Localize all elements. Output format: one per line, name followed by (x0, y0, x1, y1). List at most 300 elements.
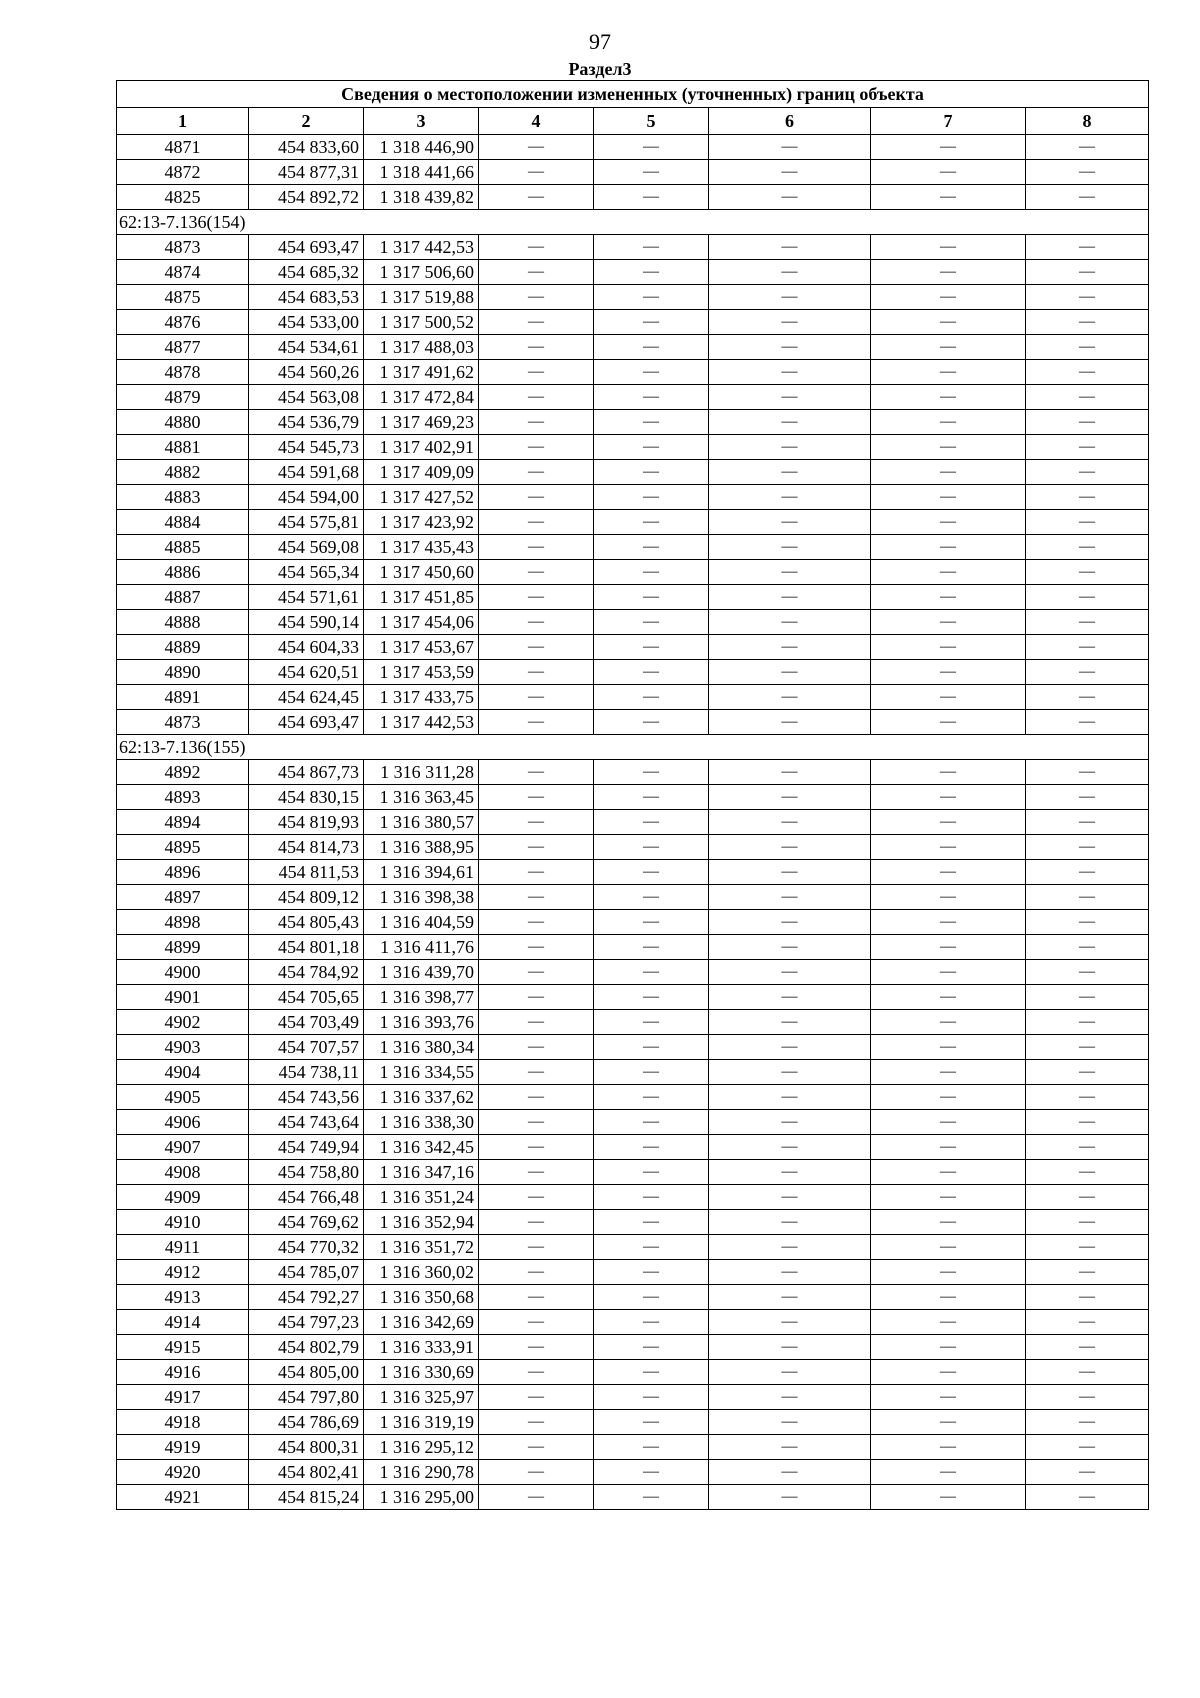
empty-value-cell: — (594, 535, 709, 560)
x-coordinate-cell: 454 758,80 (249, 1160, 364, 1185)
empty-value-cell: — (479, 1035, 594, 1060)
empty-value-cell: — (1026, 1285, 1149, 1310)
empty-value-cell: — (479, 1485, 594, 1510)
x-coordinate-cell: 454 705,65 (249, 985, 364, 1010)
empty-value-cell: — (594, 1185, 709, 1210)
x-coordinate-cell: 454 830,15 (249, 785, 364, 810)
x-coordinate-cell: 454 769,62 (249, 1210, 364, 1235)
x-coordinate-cell: 454 604,33 (249, 635, 364, 660)
empty-value-cell: — (594, 335, 709, 360)
x-coordinate-cell: 454 867,73 (249, 760, 364, 785)
empty-value-cell: — (709, 485, 871, 510)
point-number-cell: 4900 (117, 960, 249, 985)
x-coordinate-cell: 454 590,14 (249, 610, 364, 635)
empty-value-cell: — (1026, 335, 1149, 360)
column-header: 4 (479, 108, 594, 135)
table-row (117, 635, 1149, 660)
empty-value-cell: — (709, 560, 871, 585)
empty-value-cell: — (871, 910, 1026, 935)
empty-value-cell: — (871, 1285, 1026, 1310)
empty-value-cell: — (479, 860, 594, 885)
point-number-cell: 4905 (117, 1085, 249, 1110)
table-row (117, 1085, 1149, 1110)
point-number-cell: 4884 (117, 510, 249, 535)
table-body (117, 81, 1149, 1510)
empty-value-cell: — (1026, 860, 1149, 885)
table-row (117, 535, 1149, 560)
empty-value-cell: — (709, 710, 871, 735)
empty-value-cell: — (1026, 885, 1149, 910)
empty-value-cell: — (1026, 185, 1149, 210)
empty-value-cell: — (709, 135, 871, 160)
empty-value-cell: — (594, 560, 709, 585)
point-number-cell: 4894 (117, 810, 249, 835)
empty-value-cell: — (709, 410, 871, 435)
table-row (117, 860, 1149, 885)
empty-value-cell: — (594, 385, 709, 410)
x-coordinate-cell: 454 833,60 (249, 135, 364, 160)
y-coordinate-cell: 1 317 506,60 (364, 260, 479, 285)
point-number-cell: 4889 (117, 635, 249, 660)
empty-value-cell: — (479, 1010, 594, 1035)
empty-value-cell: — (871, 810, 1026, 835)
table-row (117, 1235, 1149, 1260)
point-number-cell: 4914 (117, 1310, 249, 1335)
empty-value-cell: — (1026, 235, 1149, 260)
empty-value-cell: — (871, 385, 1026, 410)
table-row (117, 410, 1149, 435)
empty-value-cell: — (479, 1285, 594, 1310)
empty-value-cell: — (871, 985, 1026, 1010)
empty-value-cell: — (1026, 385, 1149, 410)
empty-value-cell: — (1026, 560, 1149, 585)
empty-value-cell: — (479, 135, 594, 160)
empty-value-cell: — (871, 1360, 1026, 1385)
point-number-cell: 4882 (117, 460, 249, 485)
empty-value-cell: — (594, 1260, 709, 1285)
empty-value-cell: — (709, 260, 871, 285)
empty-value-cell: — (594, 810, 709, 835)
empty-value-cell: — (594, 885, 709, 910)
empty-value-cell: — (594, 685, 709, 710)
empty-value-cell: — (594, 285, 709, 310)
column-header: 2 (249, 108, 364, 135)
empty-value-cell: — (871, 1235, 1026, 1260)
empty-value-cell: — (709, 1210, 871, 1235)
table-row (117, 910, 1149, 935)
empty-value-cell: — (1026, 1110, 1149, 1135)
empty-value-cell: — (709, 1185, 871, 1210)
x-coordinate-cell: 454 569,08 (249, 535, 364, 560)
y-coordinate-cell: 1 316 380,57 (364, 810, 479, 835)
cadastral-number: 62:13-7.136(155) (117, 735, 1149, 760)
empty-value-cell: — (1026, 1360, 1149, 1385)
x-coordinate-cell: 454 591,68 (249, 460, 364, 485)
empty-value-cell: — (594, 1235, 709, 1260)
table-row (117, 1285, 1149, 1310)
empty-value-cell: — (1026, 985, 1149, 1010)
empty-value-cell: — (709, 1260, 871, 1285)
column-header: 6 (709, 108, 871, 135)
point-number-cell: 4888 (117, 610, 249, 635)
x-coordinate-cell: 454 693,47 (249, 710, 364, 735)
empty-value-cell: — (871, 435, 1026, 460)
table-row (117, 610, 1149, 635)
x-coordinate-cell: 454 545,73 (249, 435, 364, 460)
empty-value-cell: — (871, 1060, 1026, 1085)
empty-value-cell: — (709, 810, 871, 835)
y-coordinate-cell: 1 318 439,82 (364, 185, 479, 210)
empty-value-cell: — (709, 1135, 871, 1160)
point-number-cell: 4908 (117, 1160, 249, 1185)
y-coordinate-cell: 1 316 404,59 (364, 910, 479, 935)
empty-value-cell: — (479, 335, 594, 360)
table-row (117, 685, 1149, 710)
empty-value-cell: — (709, 960, 871, 985)
y-coordinate-cell: 1 317 409,09 (364, 460, 479, 485)
x-coordinate-cell: 454 770,32 (249, 1235, 364, 1260)
table-row (117, 435, 1149, 460)
empty-value-cell: — (709, 1060, 871, 1085)
y-coordinate-cell: 1 316 337,62 (364, 1085, 479, 1110)
y-coordinate-cell: 1 316 338,30 (364, 1110, 479, 1135)
y-coordinate-cell: 1 317 442,53 (364, 710, 479, 735)
empty-value-cell: — (479, 660, 594, 685)
empty-value-cell: — (479, 260, 594, 285)
empty-value-cell: — (871, 635, 1026, 660)
y-coordinate-cell: 1 317 491,62 (364, 360, 479, 385)
point-number-cell: 4878 (117, 360, 249, 385)
empty-value-cell: — (479, 885, 594, 910)
x-coordinate-cell: 454 805,00 (249, 1360, 364, 1385)
empty-value-cell: — (479, 1060, 594, 1085)
empty-value-cell: — (709, 985, 871, 1010)
column-header: 1 (117, 108, 249, 135)
empty-value-cell: — (594, 760, 709, 785)
x-coordinate-cell: 454 805,43 (249, 910, 364, 935)
empty-value-cell: — (479, 1235, 594, 1260)
table-row (117, 710, 1149, 735)
table-row (117, 835, 1149, 860)
empty-value-cell: — (594, 460, 709, 485)
point-number-cell: 4879 (117, 385, 249, 410)
empty-value-cell: — (479, 785, 594, 810)
empty-value-cell: — (479, 635, 594, 660)
y-coordinate-cell: 1 316 325,97 (364, 1385, 479, 1410)
table-group-row (117, 735, 1149, 760)
table-row (117, 1110, 1149, 1135)
empty-value-cell: — (479, 385, 594, 410)
empty-value-cell: — (594, 1110, 709, 1135)
empty-value-cell: — (709, 510, 871, 535)
empty-value-cell: — (709, 760, 871, 785)
empty-value-cell: — (594, 1135, 709, 1160)
empty-value-cell: — (594, 1435, 709, 1460)
empty-value-cell: — (1026, 1460, 1149, 1485)
y-coordinate-cell: 1 318 446,90 (364, 135, 479, 160)
empty-value-cell: — (594, 1160, 709, 1185)
column-header: 5 (594, 108, 709, 135)
empty-value-cell: — (594, 185, 709, 210)
point-number-cell: 4917 (117, 1385, 249, 1410)
empty-value-cell: — (709, 910, 871, 935)
x-coordinate-cell: 454 797,80 (249, 1385, 364, 1410)
empty-value-cell: — (871, 1035, 1026, 1060)
y-coordinate-cell: 1 316 398,77 (364, 985, 479, 1010)
x-coordinate-cell: 454 814,73 (249, 835, 364, 860)
empty-value-cell: — (1026, 1335, 1149, 1360)
empty-value-cell: — (594, 160, 709, 185)
empty-value-cell: — (479, 460, 594, 485)
empty-value-cell: — (871, 1335, 1026, 1360)
table-row (117, 985, 1149, 1010)
point-number-cell: 4898 (117, 910, 249, 935)
table-row (117, 885, 1149, 910)
point-number-cell: 4909 (117, 1185, 249, 1210)
x-coordinate-cell: 454 811,53 (249, 860, 364, 885)
table-row (117, 385, 1149, 410)
table-row (117, 560, 1149, 585)
point-number-cell: 4910 (117, 1210, 249, 1235)
column-header: 8 (1026, 108, 1149, 135)
empty-value-cell: — (1026, 1085, 1149, 1110)
empty-value-cell: — (871, 1010, 1026, 1035)
empty-value-cell: — (871, 710, 1026, 735)
empty-value-cell: — (871, 260, 1026, 285)
x-coordinate-cell: 454 693,47 (249, 235, 364, 260)
empty-value-cell: — (594, 510, 709, 535)
empty-value-cell: — (1026, 285, 1149, 310)
point-number-cell: 4883 (117, 485, 249, 510)
point-number-cell: 4877 (117, 335, 249, 360)
empty-value-cell: — (871, 835, 1026, 860)
y-coordinate-cell: 1 316 347,16 (364, 1160, 479, 1185)
x-coordinate-cell: 454 819,93 (249, 810, 364, 835)
x-coordinate-cell: 454 785,07 (249, 1260, 364, 1285)
point-number-cell: 4918 (117, 1410, 249, 1435)
x-coordinate-cell: 454 571,61 (249, 585, 364, 610)
y-coordinate-cell: 1 316 290,78 (364, 1460, 479, 1485)
empty-value-cell: — (594, 1060, 709, 1085)
empty-value-cell: — (479, 160, 594, 185)
empty-value-cell: — (479, 835, 594, 860)
x-coordinate-cell: 454 801,18 (249, 935, 364, 960)
point-number-cell: 4911 (117, 1235, 249, 1260)
x-coordinate-cell: 454 766,48 (249, 1185, 364, 1210)
x-coordinate-cell: 454 624,45 (249, 685, 364, 710)
empty-value-cell: — (871, 1085, 1026, 1110)
empty-value-cell: — (1026, 760, 1149, 785)
y-coordinate-cell: 1 316 295,12 (364, 1435, 479, 1460)
empty-value-cell: — (1026, 1235, 1149, 1260)
x-coordinate-cell: 454 802,79 (249, 1335, 364, 1360)
empty-value-cell: — (871, 1435, 1026, 1460)
table-row (117, 1385, 1149, 1410)
empty-value-cell: — (594, 260, 709, 285)
empty-value-cell: — (479, 1310, 594, 1335)
y-coordinate-cell: 1 317 453,67 (364, 635, 479, 660)
empty-value-cell: — (479, 935, 594, 960)
point-number-cell: 4904 (117, 1060, 249, 1085)
empty-value-cell: — (871, 1210, 1026, 1235)
empty-value-cell: — (709, 385, 871, 410)
y-coordinate-cell: 1 316 351,24 (364, 1185, 479, 1210)
empty-value-cell: — (709, 1235, 871, 1260)
y-coordinate-cell: 1 317 450,60 (364, 560, 479, 585)
point-number-cell: 4920 (117, 1460, 249, 1485)
empty-value-cell: — (871, 935, 1026, 960)
y-coordinate-cell: 1 317 451,85 (364, 585, 479, 610)
point-number-cell: 4890 (117, 660, 249, 685)
empty-value-cell: — (479, 1360, 594, 1385)
empty-value-cell: — (594, 710, 709, 735)
empty-value-cell: — (709, 1335, 871, 1360)
y-coordinate-cell: 1 316 295,00 (364, 1485, 479, 1510)
empty-value-cell: — (1026, 1485, 1149, 1510)
y-coordinate-cell: 1 317 454,06 (364, 610, 479, 635)
empty-value-cell: — (1026, 1260, 1149, 1285)
empty-value-cell: — (479, 985, 594, 1010)
empty-value-cell: — (871, 585, 1026, 610)
empty-value-cell: — (479, 1160, 594, 1185)
empty-value-cell: — (479, 1185, 594, 1210)
point-number-cell: 4880 (117, 410, 249, 435)
table-row (117, 960, 1149, 985)
point-number-cell: 4919 (117, 1435, 249, 1460)
x-coordinate-cell: 454 800,31 (249, 1435, 364, 1460)
empty-value-cell: — (1026, 135, 1149, 160)
y-coordinate-cell: 1 316 342,69 (364, 1310, 479, 1335)
table-row (117, 160, 1149, 185)
empty-value-cell: — (871, 1185, 1026, 1210)
empty-value-cell: — (871, 310, 1026, 335)
empty-value-cell: — (1026, 510, 1149, 535)
empty-value-cell: — (594, 410, 709, 435)
table-row (117, 660, 1149, 685)
empty-value-cell: — (871, 285, 1026, 310)
empty-value-cell: — (479, 1210, 594, 1235)
empty-value-cell: — (709, 860, 871, 885)
empty-value-cell: — (709, 1310, 871, 1335)
empty-value-cell: — (709, 185, 871, 210)
empty-value-cell: — (1026, 1060, 1149, 1085)
empty-value-cell: — (709, 1110, 871, 1135)
table-row (117, 1410, 1149, 1435)
empty-value-cell: — (1026, 1385, 1149, 1410)
empty-value-cell: — (1026, 1160, 1149, 1185)
x-coordinate-cell: 454 809,12 (249, 885, 364, 910)
empty-value-cell: — (709, 285, 871, 310)
table-row (117, 335, 1149, 360)
empty-value-cell: — (709, 660, 871, 685)
empty-value-cell: — (594, 860, 709, 885)
empty-value-cell: — (1026, 1135, 1149, 1160)
empty-value-cell: — (709, 1385, 871, 1410)
empty-value-cell: — (709, 635, 871, 660)
table-row (117, 485, 1149, 510)
empty-value-cell: — (1026, 435, 1149, 460)
x-coordinate-cell: 454 707,57 (249, 1035, 364, 1060)
empty-value-cell: — (1026, 1035, 1149, 1060)
empty-value-cell: — (479, 535, 594, 560)
point-number-cell: 4871 (117, 135, 249, 160)
empty-value-cell: — (871, 485, 1026, 510)
table-row (117, 1460, 1149, 1485)
empty-value-cell: — (479, 560, 594, 585)
table-row (117, 1035, 1149, 1060)
empty-value-cell: — (1026, 810, 1149, 835)
y-coordinate-cell: 1 316 350,68 (364, 1285, 479, 1310)
table-header-row (117, 108, 1149, 135)
empty-value-cell: — (871, 1110, 1026, 1135)
empty-value-cell: — (479, 185, 594, 210)
empty-value-cell: — (479, 285, 594, 310)
table-row (117, 760, 1149, 785)
table-row (117, 1310, 1149, 1335)
empty-value-cell: — (1026, 710, 1149, 735)
empty-value-cell: — (594, 1460, 709, 1485)
page-number: 97 (589, 29, 611, 54)
x-coordinate-cell: 454 703,49 (249, 1010, 364, 1035)
empty-value-cell: — (871, 185, 1026, 210)
x-coordinate-cell: 454 534,61 (249, 335, 364, 360)
section-title: Раздел3 (568, 59, 632, 79)
empty-value-cell: — (479, 810, 594, 835)
point-number-cell: 4893 (117, 785, 249, 810)
point-number-cell: 4825 (117, 185, 249, 210)
y-coordinate-cell: 1 316 311,28 (364, 760, 479, 785)
empty-value-cell: — (871, 460, 1026, 485)
empty-value-cell: — (594, 635, 709, 660)
empty-value-cell: — (871, 535, 1026, 560)
empty-value-cell: — (594, 910, 709, 935)
empty-value-cell: — (594, 1360, 709, 1385)
empty-value-cell: — (871, 685, 1026, 710)
point-number-cell: 4875 (117, 285, 249, 310)
empty-value-cell: — (709, 460, 871, 485)
empty-value-cell: — (1026, 610, 1149, 635)
point-number-cell: 4892 (117, 760, 249, 785)
empty-value-cell: — (1026, 260, 1149, 285)
table-row (117, 785, 1149, 810)
empty-value-cell: — (479, 435, 594, 460)
empty-value-cell: — (709, 685, 871, 710)
point-number-cell: 4897 (117, 885, 249, 910)
empty-value-cell: — (709, 1035, 871, 1060)
empty-value-cell: — (871, 885, 1026, 910)
y-coordinate-cell: 1 317 469,23 (364, 410, 479, 435)
empty-value-cell: — (1026, 1210, 1149, 1235)
y-coordinate-cell: 1 316 411,76 (364, 935, 479, 960)
empty-value-cell: — (594, 135, 709, 160)
empty-value-cell: — (709, 610, 871, 635)
empty-value-cell: — (709, 1285, 871, 1310)
point-number-cell: 4913 (117, 1285, 249, 1310)
empty-value-cell: — (594, 1035, 709, 1060)
empty-value-cell: — (479, 710, 594, 735)
empty-value-cell: — (594, 1310, 709, 1335)
table-row (117, 1185, 1149, 1210)
empty-value-cell: — (594, 360, 709, 385)
x-coordinate-cell: 454 560,26 (249, 360, 364, 385)
point-number-cell: 4881 (117, 435, 249, 460)
table-row (117, 1260, 1149, 1285)
column-header: 7 (871, 108, 1026, 135)
point-number-cell: 4895 (117, 835, 249, 860)
y-coordinate-cell: 1 317 472,84 (364, 385, 479, 410)
y-coordinate-cell: 1 317 519,88 (364, 285, 479, 310)
y-coordinate-cell: 1 317 500,52 (364, 310, 479, 335)
